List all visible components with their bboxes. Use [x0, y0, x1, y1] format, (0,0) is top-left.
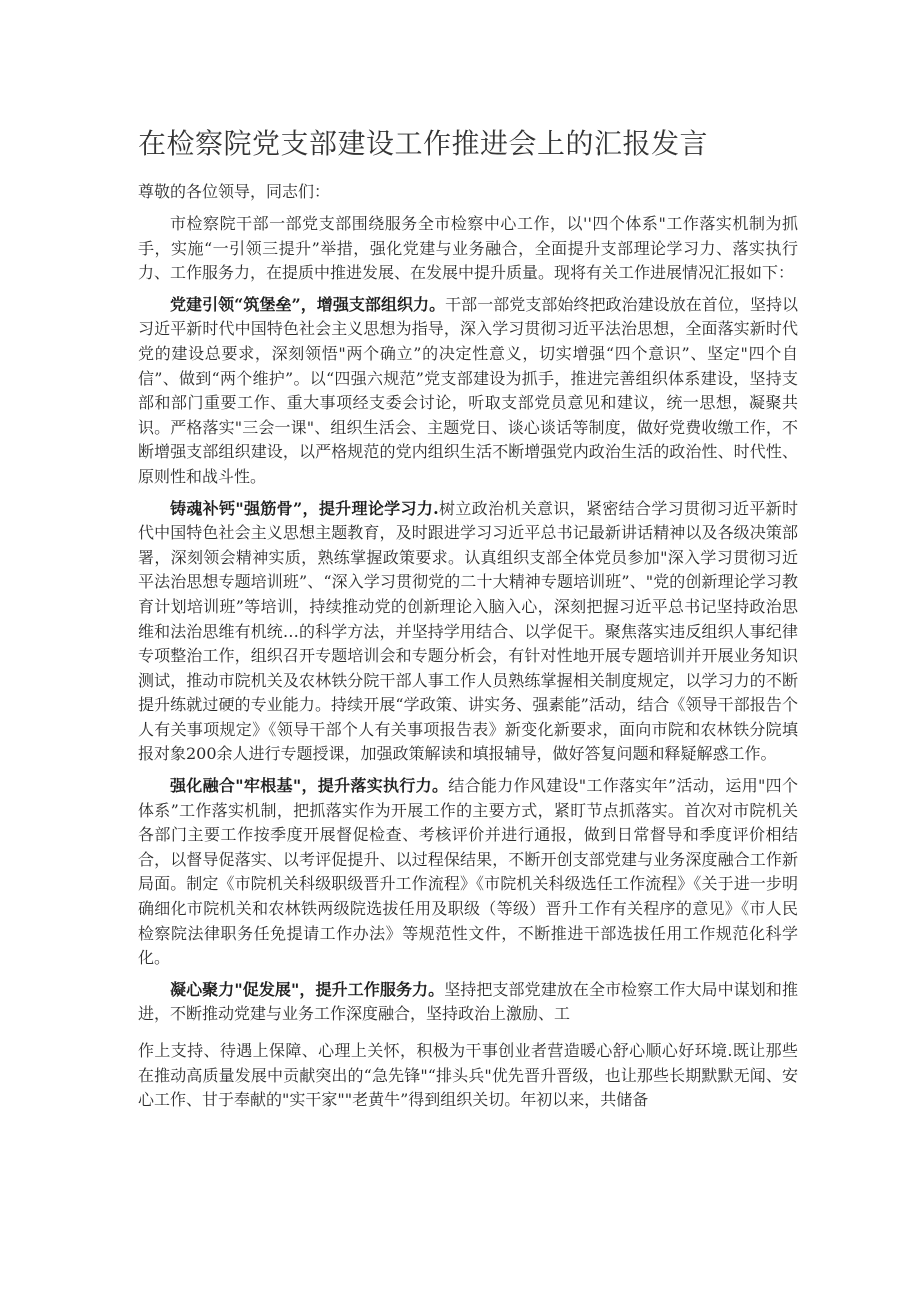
- document-page: [138, 124, 798, 1120]
- section-paragraph: [138, 293, 798, 490]
- section-paragraph: [138, 774, 798, 971]
- section-body: 坚持把支部党建放在全市检察工作大局中谋划和推进，不断推动党建与业务工作深度融合，坚持政治上激励、工: [138, 979, 798, 1024]
- section-body: 结合能力作风建设"工作落实年”活动，运用"四个体系”工作落实机制，把抓落实作为开展工作的主要方式，紧盯节点抓落实。首次对市院机关各部门主要工作按季度开展督促检查、考核评价并进行通报，做到日常督导和季度评价相结合，以督导促落实、以考评促提升、以过程保结果，不断开创支部党建与业务深度融合工作新局面。制定《市院机关科级职级晋升工作流程》《市院机关科级选任工作流程》《关于进一步明确细化市院机关和农林铁两级院选拔任用及职级（等级）晋升工作有关程序的意见》《市人民检察院法律职务任免提请工作办法》等规范性文件，不断推进干部选拔任用工作规范化科学化。: [138, 776, 798, 968]
- section-heading: 党建引领“筑堡垒”，增强支部组织力。: [170, 294, 446, 314]
- section-body: 树立政治机关意识，紧密结合学习贯彻习近平新时代中国特色社会主义思想主题教育，及时跟进学习习近平总书记最新讲话精神以及各级决策部署，深刻领会精神实质，熟练掌握政策要求。认真组织支部全体党员参加"深入学习贯彻习近平法治思想专题培训班”、“深入学习贯彻党的二十大精神专题培训班”、"党的创新理论学习教育计划培训班”等培训，持续推动党的创新理论入脑入心，深刻把握习近平总书记坚持政治思维和法治思维有机统…的科学方法，并坚持学用结合、以学促干。聚焦落实违反组织人事纪律专项整治工作，组织召开专题培训会和专题分析会，有针对性地开展专题培训并开展业务知识测试，推动市院机关及农林铁分院干部人事工作人员熟练掌握相关制度规定，以学习力的不断提升练就过硬的专业能力。持续开展“学政策、讲实务、强素能”活动，结合《领导干部报告个人有关事项规定》《领导干部个人有关事项报告表》新变化新要求，面向市院和农林铁分院填报对象200余人进行专题授课，加强政策解读和填报辅导，做好答复问题和释疑解惑工作。: [138, 498, 798, 764]
- section-paragraph: [138, 978, 798, 1027]
- intro-paragraph: 市检察院干部一部党支部围绕服务全市检察中心工作，以''四个体系"工作落实机制为抓手，实施“一引领三提升”举措，强化党建与业务融合，全面提升支部理论学习力、落实执行力、工作服务力，在提质中推进发展、在发展中提升质量。现将有关工作进展情况汇报如下：: [138, 214, 798, 283]
- document-title: 在检察院党支部建设工作推进会上的汇报发言: [138, 127, 709, 160]
- section-body: 干部一部党支部始终把政治建设放在首位，坚持以习近平新时代中国特色社会主义思想为指导，深入学习贯彻习近平法治思想，全面落实新时代党的建设总要求，深刻领悟"两个确立”的决定性意义，切实增强“四个意识”、坚定"四个自信”、做到“两个维护”。以“四强六规范”党支部建设为抓手，推进完善组织体系建设，坚持支部和部门重要工作、重大事项经支委会讨论，听取支部党员意见和建议，统一思想，凝聚共识。严格落实"三会一课"、组织生活会、主题党日、谈心谈话等制度，做好党费收缴工作，不断增强支部组织建设，以严格规范的党内组织生活不断增强党内政治生活的政治性、时代性、原则性和战斗性。: [138, 294, 798, 486]
- continuation-paragraph: 作上支持、待遇上保障、心理上关怀，积极为干事创业者营造暖心舒心顺心好环境.既让那些在推动高质量发展中贡献突出的“急先锋"“排头兵"优先晋升晋级，也让那些长期默默无闻、安心工作、甘于奉献的"实干家""老黄牛”得到组织关切。年初以来，共储备: [138, 1041, 798, 1110]
- salutation: 尊敬的各位领导，同志们：: [138, 182, 331, 201]
- section-heading: 铸魂补钙"强筋骨”，提升理论学习力.: [170, 498, 439, 518]
- section-paragraph: [138, 497, 798, 768]
- section-heading: 强化融合"牢根基"，提升落实执行力。: [170, 776, 449, 796]
- section-heading: 凝心聚力"促发展"，提升工作服务力。: [170, 979, 445, 999]
